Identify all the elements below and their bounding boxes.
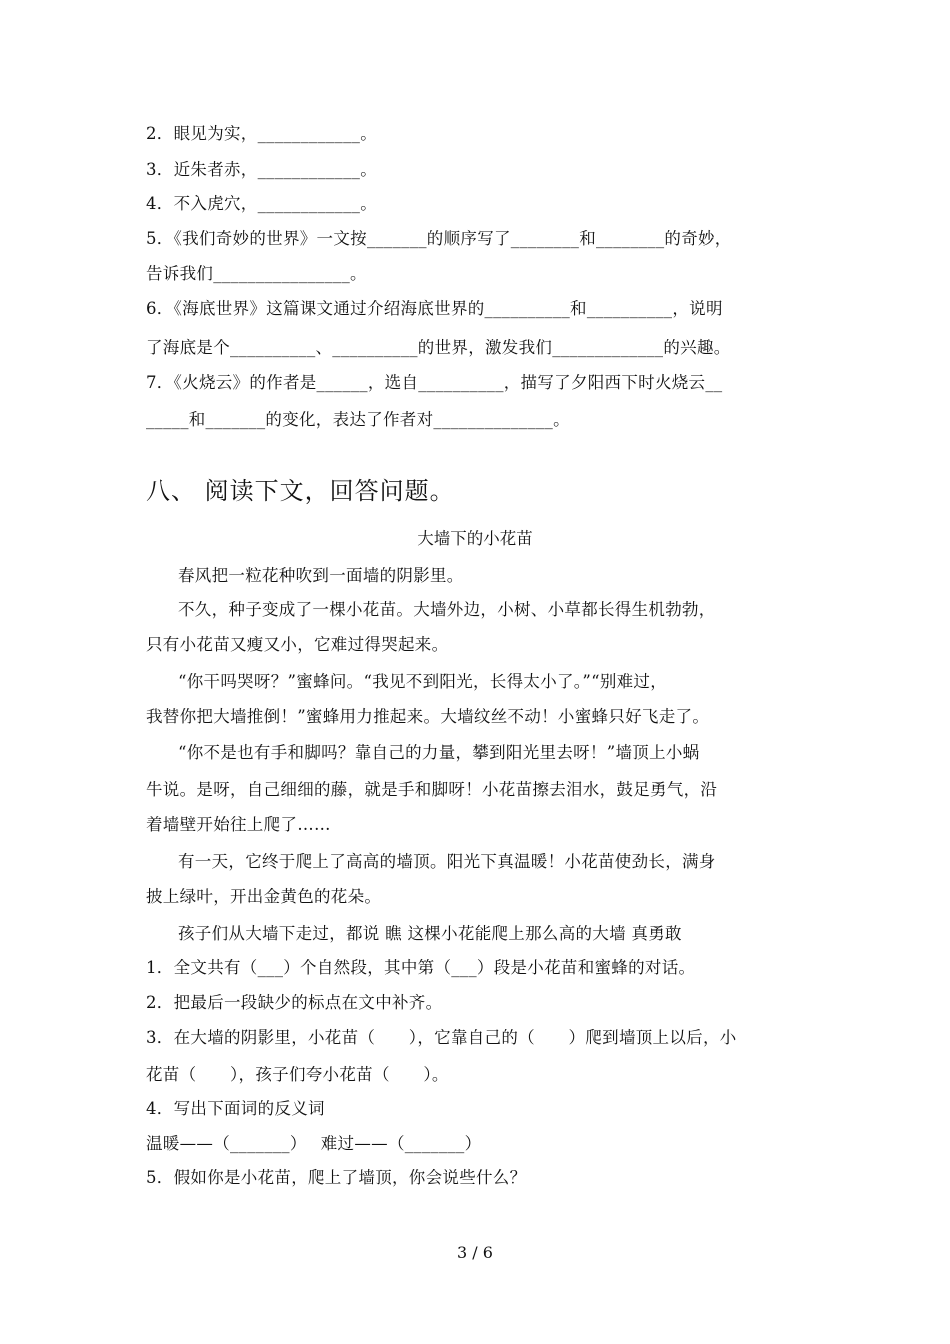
fill-in-item-3: 3．近朱者赤，____________。: [146, 160, 377, 179]
fill-in-item-4: 4．不入虎穴，____________。: [146, 194, 377, 213]
fill-in-item-7: 7．《火烧云》的作者是______，选自__________，描写了夕阳西下时火烧云__: [146, 373, 723, 392]
question-4: 4．写出下面词的反义词: [146, 1099, 325, 1118]
question-3-cont: 花苗（ ），孩子们夸小花苗（ ）。: [146, 1065, 449, 1084]
question-1: 1．全文共有（___）个自然段，其中第（___）段是小花苗和蜜蜂的对话。: [146, 958, 696, 977]
story-title: 大墙下的小花苗: [417, 529, 533, 548]
page-number: 3 / 6: [457, 1243, 493, 1262]
question-2: 2．把最后一段缺少的标点在文中补齐。: [146, 993, 443, 1012]
story-line: “你干吗哭呀？”蜜蜂问。“我见不到阳光，长得太小了。”“别难过，: [178, 672, 668, 691]
story-line: 我替你把大墙推倒！”蜜蜂用力推起来。大墙纹丝不动！小蜜蜂只好飞走了。: [146, 707, 710, 726]
story-line: 披上绿叶，开出金黄色的花朵。: [146, 887, 382, 906]
question-4-antonyms: 温暖——（_______） 难过——（_______）: [146, 1134, 482, 1153]
section-heading: 八、 阅读下文，回答问题。: [146, 477, 455, 505]
fill-in-item-5-cont: 告诉我们________________。: [146, 264, 367, 283]
story-line: 只有小花苗又瘦又小，它难过得哭起来。: [146, 635, 449, 654]
question-5: 5．假如你是小花苗，爬上了墙顶，你会说些什么？: [146, 1168, 527, 1187]
story-line: 有一天，它终于爬上了高高的墙顶。阳光下真温暖！小花苗使劲长，满身: [178, 852, 716, 871]
question-3: 3．在大墙的阴影里，小花苗（ ），它靠自己的（ ）爬到墙顶上以后，小: [146, 1028, 737, 1047]
story-line: 孩子们从大墙下走过，都说 瞧 这棵小花能爬上那么高的大墙 真勇敢: [178, 924, 682, 943]
fill-in-item-5: 5．《我们奇妙的世界》一文按_______的顺序写了________和________的奇妙，: [146, 229, 732, 248]
fill-in-item-6: 6．《海底世界》这篇课文通过介绍海底世界的__________和__________，说明: [146, 299, 723, 318]
story-line: 牛说。是呀，自己细细的藤，就是手和脚呀！小花苗擦去泪水，鼓足勇气，沿: [146, 780, 718, 799]
story-line: 春风把一粒花种吹到一面墙的阴影里。: [178, 566, 464, 585]
fill-in-item-7-cont: _____和_______的变化，表达了作者对______________。: [146, 410, 570, 429]
story-line: “你不是也有手和脚吗？靠自己的力量，攀到阳光里去呀！”墙顶上小蜗: [178, 743, 700, 762]
story-line: 着墙壁开始往上爬了……: [146, 815, 331, 834]
story-line: 不久，种子变成了一棵小花苗。大墙外边，小树、小草都长得生机勃勃，: [178, 600, 716, 619]
fill-in-item-6-cont: 了海底是个__________、__________的世界，激发我们_____________的兴趣。: [146, 338, 731, 357]
fill-in-item-2: 2．眼见为实，____________。: [146, 124, 377, 143]
